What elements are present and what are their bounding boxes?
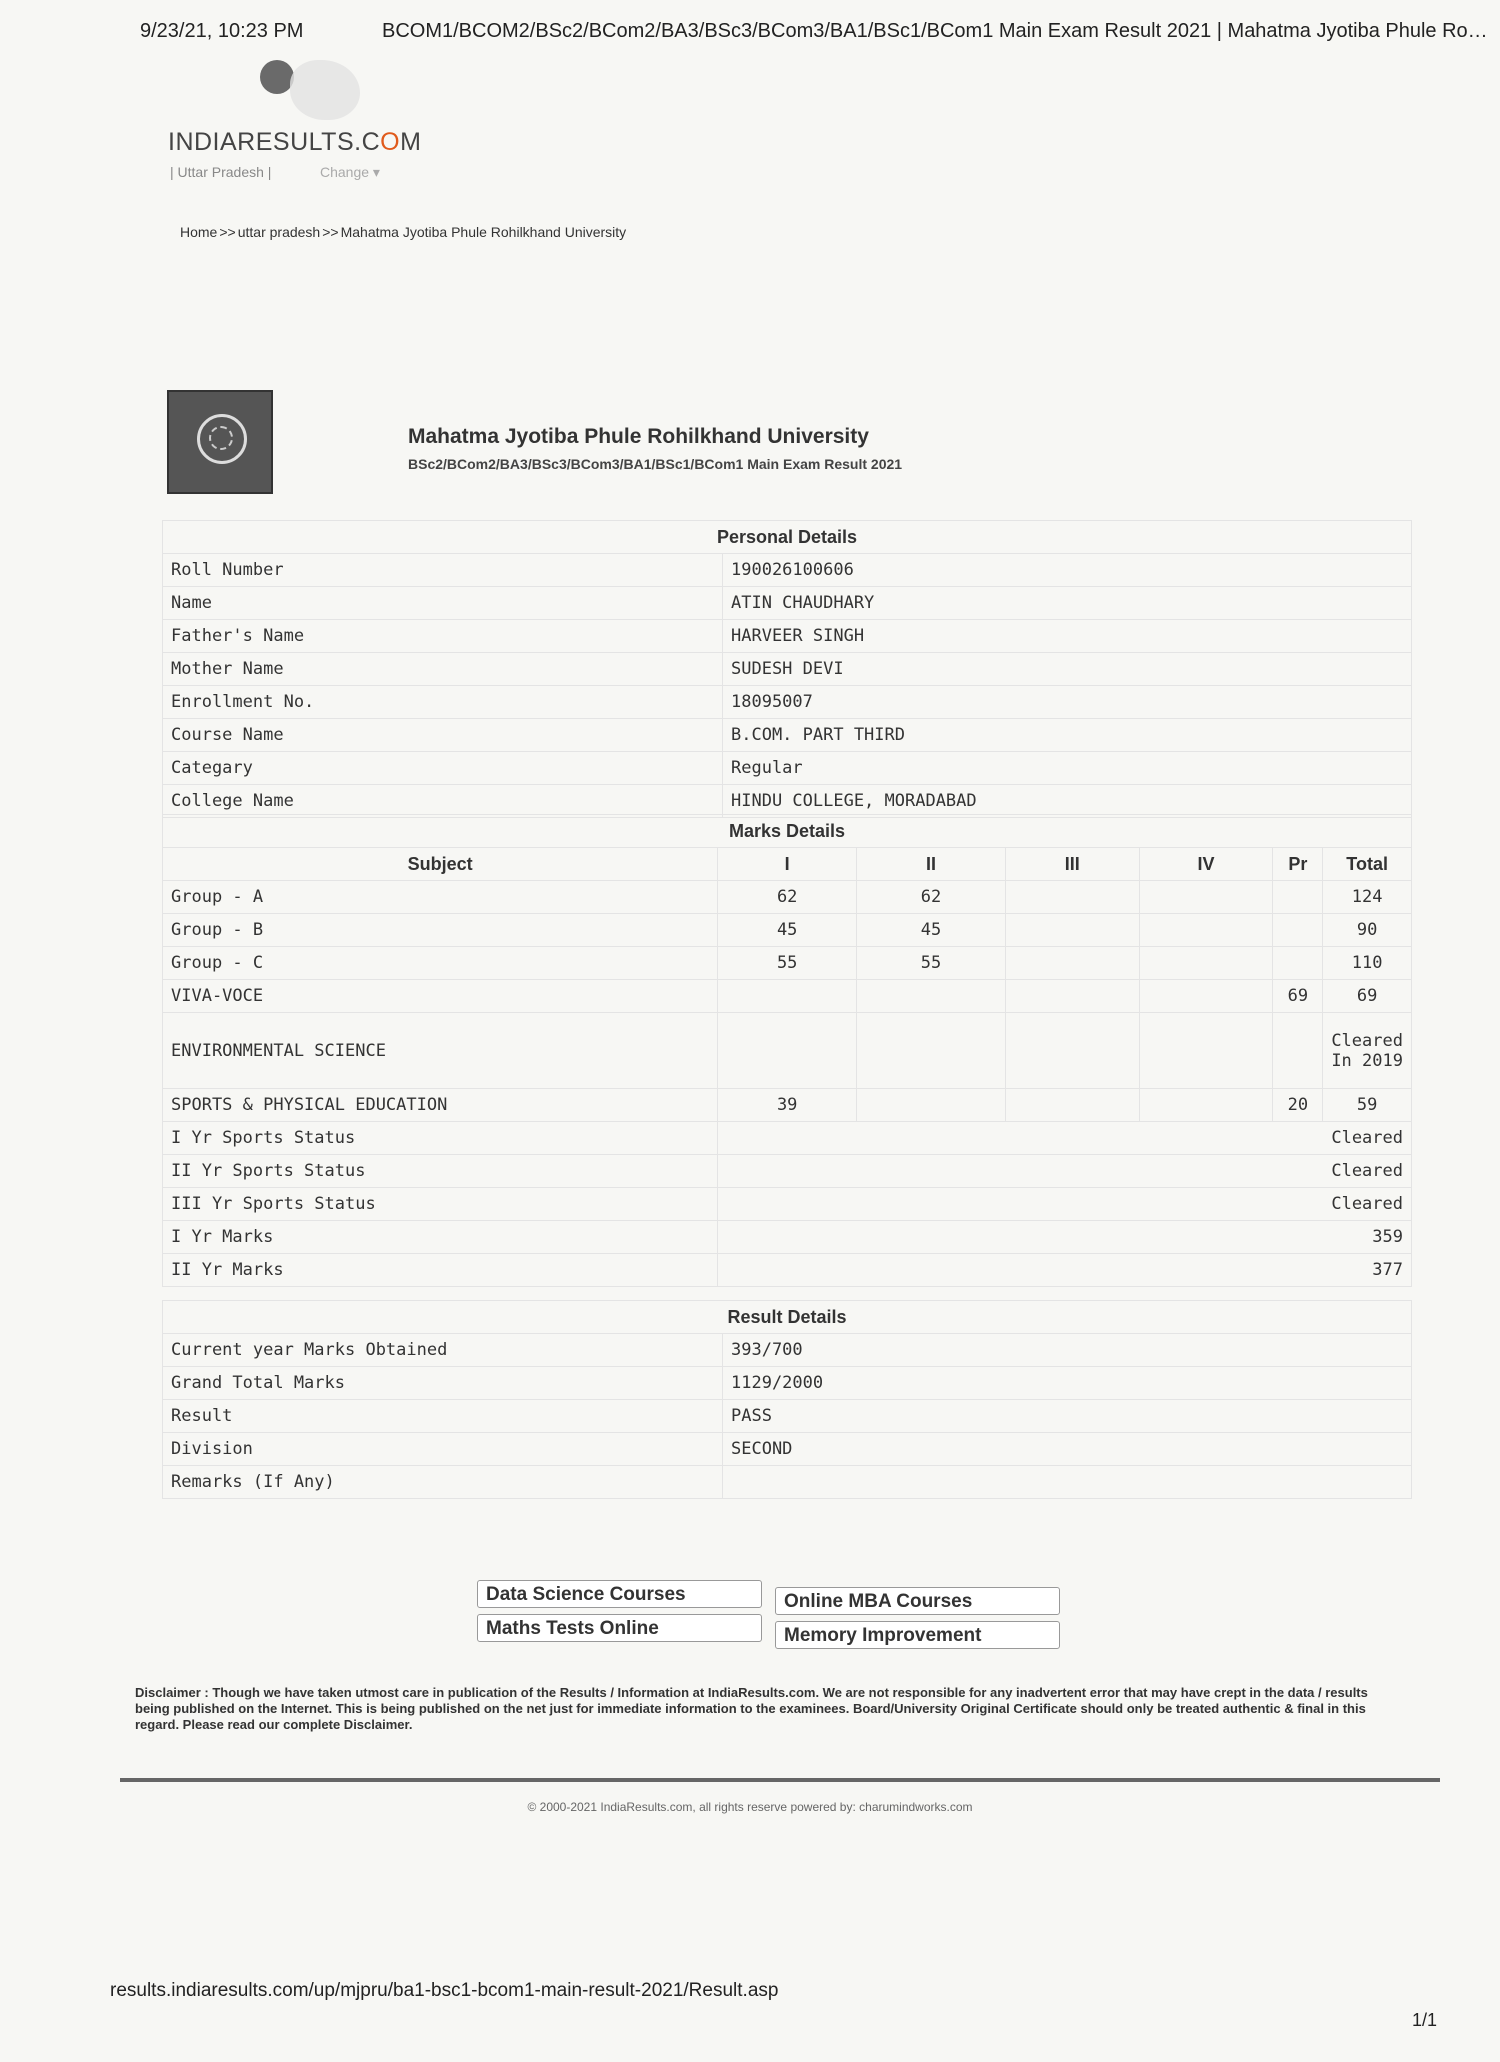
breadcrumb-state[interactable]: uttar pradesh (237, 224, 321, 240)
table-row (163, 653, 1412, 686)
field-label: Current year Marks Obtained (163, 1334, 723, 1367)
university-seal-icon (167, 390, 273, 494)
course-value: B.COM. PART THIRD (723, 719, 1412, 752)
table-row (163, 980, 1412, 1013)
total-cell: 69 (1323, 980, 1412, 1013)
result-value: PASS (723, 1400, 1412, 1433)
print-timestamp: 9/23/21, 10:23 PM (140, 20, 304, 42)
mark-cell (1139, 881, 1273, 914)
logo-ball-icon (260, 60, 294, 94)
field-label: Categary (163, 752, 723, 785)
personal-details-table (162, 520, 1412, 818)
mark-cell (1273, 1013, 1323, 1089)
status-label: I Yr Marks (163, 1221, 718, 1254)
status-label: I Yr Sports Status (163, 1122, 718, 1155)
field-label: Remarks (If Any) (163, 1466, 723, 1499)
logo-text: INDIARESULTS.COM (168, 128, 422, 156)
status-label: II Yr Marks (163, 1254, 718, 1287)
mark-cell: 45 (857, 914, 1006, 947)
mark-cell (1139, 980, 1273, 1013)
total-cell: 59 (1323, 1089, 1412, 1122)
exam-title: BSc2/BCom2/BA3/BSc3/BCom3/BA1/BSc1/BCom1 Main Exam Result 2021 (408, 456, 903, 472)
university-name: Mahatma Jyotiba Phule Rohilkhand University (408, 425, 869, 448)
table-row (163, 1367, 1412, 1400)
category-value: Regular (723, 752, 1412, 785)
subject-cell: SPORTS & PHYSICAL EDUCATION (163, 1089, 718, 1122)
marks-details-heading: Marks Details (163, 815, 1412, 848)
field-label: Father's Name (163, 620, 723, 653)
status-label: III Yr Sports Status (163, 1188, 718, 1221)
college-value: HINDU COLLEGE, MORADABAD (723, 785, 1412, 818)
breadcrumb-separator: >> (322, 224, 339, 240)
status-value: 359 (718, 1221, 1412, 1254)
col-subject: Subject (163, 848, 718, 881)
disclaimer-text: Disclaimer : Though we have taken utmost care in publication of the Results / Information at IndiaResults.com. We are not responsible for any inadvertent error that may have crept in the data / results being published on the Internet. This is being published on the net just for immediate information to the examinees. Board/University Original Certificate should only be treated authentic & final in this regard. Please read our complete Disclaimer. (135, 1685, 1368, 1732)
table-row (163, 1089, 1412, 1122)
table-row (163, 785, 1412, 818)
total-cell: Cleared In 2019 (1323, 1013, 1412, 1089)
division-value: SECOND (723, 1433, 1412, 1466)
mark-cell: 69 (1273, 980, 1323, 1013)
table-row (163, 1188, 1412, 1221)
breadcrumb-university[interactable]: Mahatma Jyotiba Phule Rohilkhand University (340, 224, 627, 240)
col-iii: III (1005, 848, 1139, 881)
mark-cell: 62 (718, 881, 857, 914)
status-value: 377 (718, 1254, 1412, 1287)
table-row (163, 947, 1412, 980)
mark-cell (1005, 947, 1139, 980)
mark-cell: 39 (718, 1089, 857, 1122)
print-page-number: 1/1 (1412, 2010, 1438, 2030)
result-details-heading: Result Details (163, 1301, 1412, 1334)
status-value: Cleared (718, 1122, 1412, 1155)
mark-cell (857, 1013, 1006, 1089)
total-cell: 110 (1323, 947, 1412, 980)
footer-divider (120, 1778, 1440, 1782)
memory-improvement-link[interactable]: Memory Improvement (775, 1621, 1060, 1649)
personal-details-heading: Personal Details (163, 521, 1412, 554)
online-mba-courses-link[interactable]: Online MBA Courses (775, 1587, 1060, 1615)
table-row (163, 620, 1412, 653)
field-label: Division (163, 1433, 723, 1466)
col-pr: Pr (1273, 848, 1323, 881)
table-row (163, 752, 1412, 785)
remarks-value (723, 1466, 1412, 1499)
copyright-text: © 2000-2021 IndiaResults.com, all rights reserve powered by: charumindworks.com (527, 1800, 973, 1814)
table-row (163, 1400, 1412, 1433)
field-label: Result (163, 1400, 723, 1433)
field-label: College Name (163, 785, 723, 818)
breadcrumb-separator: >> (219, 224, 236, 240)
name-value: ATIN CHAUDHARY (723, 587, 1412, 620)
mark-cell: 20 (1273, 1089, 1323, 1122)
table-row (163, 1466, 1412, 1499)
result-details-table (162, 1300, 1412, 1499)
table-row (163, 587, 1412, 620)
subject-cell: VIVA-VOCE (163, 980, 718, 1013)
table-row (163, 719, 1412, 752)
mark-cell (1139, 947, 1273, 980)
status-label: II Yr Sports Status (163, 1155, 718, 1188)
print-footer-url: results.indiaresults.com/up/mjpru/ba1-bsc1-bcom1-main-result-2021/Result.asp (110, 1980, 779, 2001)
table-row (163, 686, 1412, 719)
table-row (163, 1334, 1412, 1367)
table-row (163, 1254, 1412, 1287)
mark-cell (1005, 914, 1139, 947)
table-row (163, 1221, 1412, 1254)
mark-cell (1273, 914, 1323, 947)
table-row (163, 914, 1412, 947)
subject-cell: Group - C (163, 947, 718, 980)
table-row (163, 1433, 1412, 1466)
col-ii: II (857, 848, 1006, 881)
father-name-value: HARVEER SINGH (723, 620, 1412, 653)
table-row (163, 881, 1412, 914)
mark-cell (857, 1089, 1006, 1122)
col-iv: IV (1139, 848, 1273, 881)
breadcrumb-home[interactable]: Home (180, 224, 218, 240)
subject-cell: ENVIRONMENTAL SCIENCE (163, 1013, 718, 1089)
table-row (163, 1122, 1412, 1155)
mark-cell (1005, 881, 1139, 914)
status-value: Cleared (718, 1188, 1412, 1221)
marks-header-row (163, 848, 1412, 881)
total-cell: 90 (1323, 914, 1412, 947)
table-row (163, 1013, 1412, 1089)
mark-cell (718, 980, 857, 1013)
mark-cell (1005, 1013, 1139, 1089)
change-state-link[interactable]: Change ▾ (320, 164, 380, 180)
subject-cell: Group - B (163, 914, 718, 947)
mark-cell (1139, 914, 1273, 947)
data-science-courses-link[interactable]: Data Science Courses (477, 1580, 762, 1608)
roll-number-value: 190026100606 (723, 554, 1412, 587)
grand-total-value: 1129/2000 (723, 1367, 1412, 1400)
breadcrumb (180, 224, 626, 240)
field-label: Roll Number (163, 554, 723, 587)
mark-cell (1005, 980, 1139, 1013)
logo-map-icon (290, 60, 360, 120)
mark-cell: 55 (857, 947, 1006, 980)
col-total: Total (1323, 848, 1412, 881)
col-i: I (718, 848, 857, 881)
mark-cell (1273, 947, 1323, 980)
field-label: Grand Total Marks (163, 1367, 723, 1400)
mark-cell (1273, 881, 1323, 914)
table-row (163, 554, 1412, 587)
status-value: Cleared (718, 1155, 1412, 1188)
print-page-title: BCOM1/BCOM2/BSc2/BCom2/BA3/BSc3/BCom3/BA1/BSc1/BCom1 Main Exam Result 2021 | Mahatma Jyotiba Phule Ro… (382, 20, 1488, 42)
field-label: Mother Name (163, 653, 723, 686)
mother-name-value: SUDESH DEVI (723, 653, 1412, 686)
mark-cell (718, 1013, 857, 1089)
mark-cell: 45 (718, 914, 857, 947)
site-logo[interactable] (168, 58, 422, 188)
mark-cell (1139, 1013, 1273, 1089)
mark-cell (1005, 1089, 1139, 1122)
table-row (163, 1155, 1412, 1188)
field-label: Course Name (163, 719, 723, 752)
field-label: Name (163, 587, 723, 620)
total-cell: 124 (1323, 881, 1412, 914)
subject-cell: Group - A (163, 881, 718, 914)
current-marks-value: 393/700 (723, 1334, 1412, 1367)
state-label: | Uttar Pradesh | (170, 164, 272, 180)
maths-tests-online-link[interactable]: Maths Tests Online (477, 1614, 762, 1642)
mark-cell: 55 (718, 947, 857, 980)
field-label: Enrollment No. (163, 686, 723, 719)
mark-cell (857, 980, 1006, 1013)
enrollment-value: 18095007 (723, 686, 1412, 719)
marks-details-table (162, 814, 1412, 1287)
mark-cell (1139, 1089, 1273, 1122)
mark-cell: 62 (857, 881, 1006, 914)
